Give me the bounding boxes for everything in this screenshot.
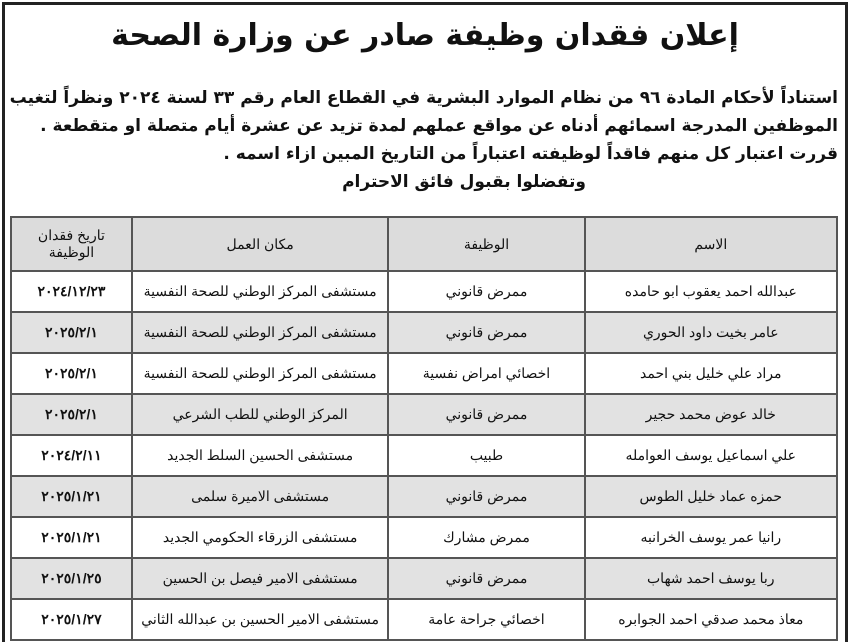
cell-place: المركز الوطني للطب الشرعي <box>132 394 389 435</box>
cell-name: ربا يوسف احمد شهاب <box>585 558 837 599</box>
cell-job: ممرض قانوني <box>388 271 584 312</box>
table-row <box>11 312 837 353</box>
body-line: قررت اعتبار كل منهم فاقداً لوظيفته اعتباراً من التاريخ المبين ازاء اسمه . <box>223 144 838 164</box>
closing-line: وتفضلوا بقبول فائق الاحترام <box>342 172 586 192</box>
cell-date: ٢٠٢٥/٢/١ <box>11 394 132 435</box>
cell-place: مستشفى الاميرة سلمى <box>132 476 389 517</box>
cell-date: ٢٠٢٥/٢/١ <box>11 353 132 394</box>
cell-date: ٢٠٢٥/١/٢١ <box>11 476 132 517</box>
cell-name: عامر بخيت داود الحوري <box>585 312 837 353</box>
cell-name: علي اسماعيل يوسف العوامله <box>585 435 837 476</box>
cell-name: عبدالله احمد يعقوب ابو حامده <box>585 271 837 312</box>
cell-name: خالد عوض محمد حجير <box>585 394 837 435</box>
cell-date: ٢٠٢٥/١/٢١ <box>11 517 132 558</box>
cell-date: ٢٠٢٤/١٢/٢٣ <box>11 271 132 312</box>
header-name: الاسم <box>585 217 837 271</box>
table-header-row <box>11 217 837 271</box>
announcement-title: إعلان فقدان وظيفة صادر عن وزارة الصحة <box>111 18 739 53</box>
cell-date: ٢٠٢٤/٢/١١ <box>11 435 132 476</box>
cell-name: معاذ محمد صدقي احمد الجوابره <box>585 599 837 640</box>
cell-place: مستشفى الامير فيصل بن الحسين <box>132 558 389 599</box>
table-row <box>11 599 837 640</box>
cell-job: ممرض قانوني <box>388 312 584 353</box>
table-row <box>11 271 837 312</box>
table-row <box>11 476 837 517</box>
cell-name: مراد علي خليل بني احمد <box>585 353 837 394</box>
table-row <box>11 435 837 476</box>
table-row <box>11 558 837 599</box>
header-place: مكان العمل <box>132 217 389 271</box>
cell-date: ٢٠٢٥/١/٢٧ <box>11 599 132 640</box>
cell-job: اخصائي جراحة عامة <box>388 599 584 640</box>
table-row <box>11 517 837 558</box>
cell-job: ممرض قانوني <box>388 394 584 435</box>
employees-table <box>10 216 838 641</box>
table-row <box>11 353 837 394</box>
body-line: استناداً لأحكام المادة ٩٦ من نظام الموارد البشرية في القطاع العام رقم ٣٣ لسنة ٢٠٢٤ ونظراً لتغيب <box>9 88 838 108</box>
cell-place: مستشفى المركز الوطني للصحة النفسية <box>132 312 389 353</box>
header-date: تاريخ فقدان الوظيفة <box>11 217 132 271</box>
body-line: الموظفين المدرجة اسمائهم أدناه عن مواقع عملهم لمدة تزيد عن عشرة أيام متصلة او متقطعة . <box>40 116 838 136</box>
cell-job: طبيب <box>388 435 584 476</box>
cell-place: مستشفى الامير الحسين بن عبدالله الثاني <box>132 599 389 640</box>
cell-job: ممرض قانوني <box>388 476 584 517</box>
cell-job: ممرض مشارك <box>388 517 584 558</box>
cell-job: اخصائي امراض نفسية <box>388 353 584 394</box>
cell-name: رانيا عمر يوسف الخرانبه <box>585 517 837 558</box>
cell-place: مستشفى المركز الوطني للصحة النفسية <box>132 353 389 394</box>
cell-place: مستشفى الحسين السلط الجديد <box>132 435 389 476</box>
announcement-body <box>10 84 838 196</box>
header-job: الوظيفة <box>388 217 584 271</box>
cell-place: مستشفى الزرقاء الحكومي الجديد <box>132 517 389 558</box>
cell-place: مستشفى المركز الوطني للصحة النفسية <box>132 271 389 312</box>
table-row <box>11 394 837 435</box>
cell-name: حمزه عماد خليل الطوس <box>585 476 837 517</box>
cell-job: ممرض قانوني <box>388 558 584 599</box>
cell-date: ٢٠٢٥/٢/١ <box>11 312 132 353</box>
cell-date: ٢٠٢٥/١/٢٥ <box>11 558 132 599</box>
